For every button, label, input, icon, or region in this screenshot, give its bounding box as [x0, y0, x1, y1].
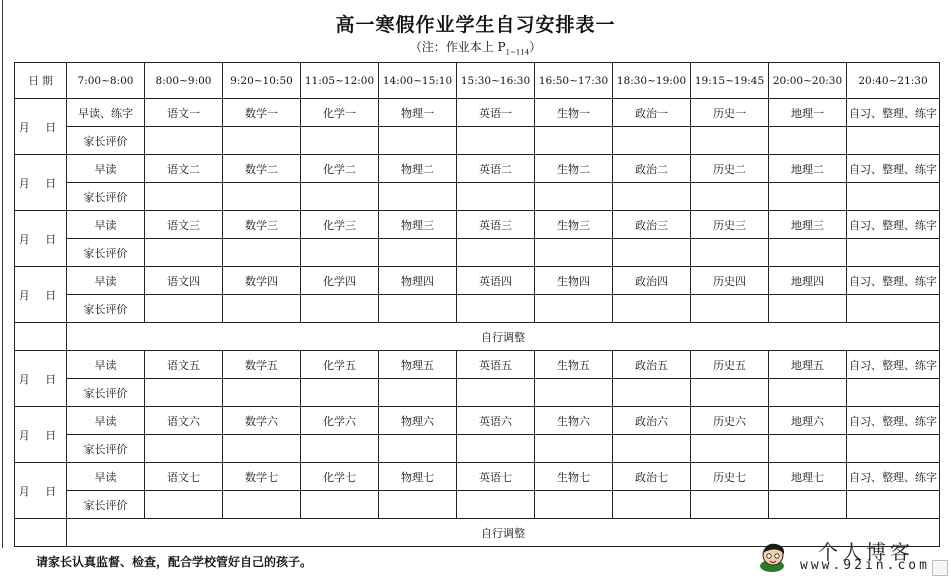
schedule-cell: 化学七: [301, 463, 379, 491]
schedule-cell: 生物二: [535, 155, 613, 183]
parent-eval-cell: [301, 295, 379, 323]
schedule-cell: 生物五: [535, 351, 613, 379]
parent-eval-cell: [379, 127, 457, 155]
schedule-cell: 英语七: [457, 463, 535, 491]
parent-eval-cell: [847, 239, 940, 267]
time-slot-header: 20:40~21:30: [847, 63, 940, 99]
parent-eval-cell: [301, 435, 379, 463]
parent-eval-cell: [379, 435, 457, 463]
schedule-cell: 语文五: [145, 351, 223, 379]
schedule-cell: 化学六: [301, 407, 379, 435]
schedule-cell: 英语四: [457, 267, 535, 295]
schedule-cell: 早读: [67, 211, 145, 239]
adjust-label: 自行调整: [67, 323, 940, 351]
schedule-cell: 英语五: [457, 351, 535, 379]
parent-eval-label: 家长评价: [67, 295, 145, 323]
parent-eval-cell: [535, 239, 613, 267]
footnote: 请家长认真监督、检查，配合学校管好自己的孩子。: [36, 555, 313, 569]
blogger-avatar-icon: [758, 540, 792, 574]
schedule-cell: 地理二: [769, 155, 847, 183]
time-slot-header: 11:05~12:00: [301, 63, 379, 99]
parent-eval-cell: [691, 435, 769, 463]
schedule-cell: 英语六: [457, 407, 535, 435]
parent-eval-cell: [847, 127, 940, 155]
day-date-cell: 月 日: [15, 351, 67, 407]
day-date-cell: 月 日: [15, 211, 67, 267]
parent-eval-cell: [145, 491, 223, 519]
time-slot-header: 18:30~19:00: [613, 63, 691, 99]
schedule-cell: 物理六: [379, 407, 457, 435]
parent-eval-cell: [691, 239, 769, 267]
parent-eval-label: 家长评价: [67, 379, 145, 407]
parent-eval-cell: [379, 379, 457, 407]
subtitle-page-range: 1~114: [505, 48, 530, 57]
adjust-row: [15, 323, 940, 351]
schedule-cell: 物理七: [379, 463, 457, 491]
day-row: [15, 211, 940, 239]
parent-eval-cell: [457, 127, 535, 155]
parent-eval-cell: [613, 127, 691, 155]
parent-eval-cell: [613, 295, 691, 323]
schedule-cell: 英语二: [457, 155, 535, 183]
time-slot-header: 9:20~10:50: [223, 63, 301, 99]
parent-eval-cell: [145, 379, 223, 407]
day-row: [15, 267, 940, 295]
schedule-cell: 地理四: [769, 267, 847, 295]
schedule-cell: 语文六: [145, 407, 223, 435]
schedule-cell: 物理二: [379, 155, 457, 183]
parent-eval-cell: [379, 295, 457, 323]
schedule-cell: 英语三: [457, 211, 535, 239]
schedule-cell: 化学三: [301, 211, 379, 239]
parent-eval-cell: [535, 491, 613, 519]
schedule-cell: 语文七: [145, 463, 223, 491]
day-row: [15, 155, 940, 183]
parent-eval-cell: [457, 379, 535, 407]
parent-eval-cell: [847, 491, 940, 519]
time-slot-header: 14:00~15:10: [379, 63, 457, 99]
parent-eval-cell: [769, 295, 847, 323]
schedule-cell: 政治二: [613, 155, 691, 183]
page-left-rule: [2, 0, 3, 548]
schedule-cell: 政治四: [613, 267, 691, 295]
schedule-cell: 生物六: [535, 407, 613, 435]
schedule-cell: 历史一: [691, 99, 769, 127]
parent-eval-cell: [613, 183, 691, 211]
schedule-cell: 政治七: [613, 463, 691, 491]
schedule-cell: 地理六: [769, 407, 847, 435]
schedule-cell: 早读、练字: [67, 99, 145, 127]
parent-eval-cell: [145, 239, 223, 267]
parent-eval-cell: [457, 435, 535, 463]
schedule-cell: 早读: [67, 267, 145, 295]
schedule-cell: 数学一: [223, 99, 301, 127]
parent-eval-cell: [613, 379, 691, 407]
schedule-cell: 早读: [67, 407, 145, 435]
schedule-cell: 自习、整理、练字: [847, 351, 940, 379]
parent-eval-cell: [613, 491, 691, 519]
schedule-cell: 地理一: [769, 99, 847, 127]
schedule-cell: 英语一: [457, 99, 535, 127]
subtitle-prefix: （注：作业本上 P: [409, 40, 506, 54]
parent-eval-cell: [847, 183, 940, 211]
schedule-cell: 化学一: [301, 99, 379, 127]
day-row: [15, 99, 940, 127]
schedule-cell: 语文三: [145, 211, 223, 239]
time-slot-header: 16:50~17:30: [535, 63, 613, 99]
day-date-cell: 月 日: [15, 267, 67, 323]
day-row: [15, 351, 940, 379]
parent-eval-label: 家长评价: [67, 239, 145, 267]
parent-eval-cell: [769, 379, 847, 407]
parent-eval-cell: [301, 239, 379, 267]
adjust-blank-cell: [15, 323, 67, 351]
parent-eval-cell: [301, 183, 379, 211]
parent-eval-cell: [847, 379, 940, 407]
schedule-cell: 自习、整理、练字: [847, 211, 940, 239]
parent-eval-row: [15, 183, 940, 211]
parent-eval-cell: [535, 127, 613, 155]
schedule-cell: 化学四: [301, 267, 379, 295]
date-header: 日 期: [15, 63, 67, 99]
schedule-cell: 语文四: [145, 267, 223, 295]
schedule-cell: 化学五: [301, 351, 379, 379]
schedule-cell: 物理一: [379, 99, 457, 127]
parent-eval-cell: [379, 239, 457, 267]
schedule-cell: 数学四: [223, 267, 301, 295]
parent-eval-cell: [457, 183, 535, 211]
schedule-cell: 数学三: [223, 211, 301, 239]
parent-eval-cell: [457, 491, 535, 519]
parent-eval-cell: [301, 127, 379, 155]
schedule-cell: 物理五: [379, 351, 457, 379]
schedule-cell: 数学二: [223, 155, 301, 183]
parent-eval-row: [15, 435, 940, 463]
watermark-corner-box: [932, 560, 948, 576]
parent-eval-cell: [223, 127, 301, 155]
schedule-cell: 地理三: [769, 211, 847, 239]
watermark-name: 个人博客: [818, 540, 914, 564]
schedule-cell: 语文一: [145, 99, 223, 127]
parent-eval-cell: [847, 435, 940, 463]
time-slot-header: 8:00~9:00: [145, 63, 223, 99]
parent-eval-cell: [535, 379, 613, 407]
schedule-cell: 政治六: [613, 407, 691, 435]
schedule-cell: 生物七: [535, 463, 613, 491]
day-date-cell: 月 日: [15, 407, 67, 463]
schedule-cell: 数学七: [223, 463, 301, 491]
parent-eval-cell: [769, 183, 847, 211]
parent-eval-cell: [301, 491, 379, 519]
parent-eval-row: [15, 379, 940, 407]
header-row: [15, 63, 940, 99]
schedule-cell: 政治五: [613, 351, 691, 379]
schedule-cell: 物理四: [379, 267, 457, 295]
schedule-cell: 历史五: [691, 351, 769, 379]
schedule-cell: 自习、整理、练字: [847, 99, 940, 127]
page-title: 高一寒假作业学生自习安排表一: [335, 14, 616, 36]
parent-eval-cell: [379, 491, 457, 519]
parent-eval-cell: [145, 127, 223, 155]
parent-eval-cell: [301, 379, 379, 407]
parent-eval-row: [15, 239, 940, 267]
schedule-cell: 历史四: [691, 267, 769, 295]
schedule-cell: 历史三: [691, 211, 769, 239]
watermark: [758, 536, 948, 576]
schedule-cell: 政治三: [613, 211, 691, 239]
day-date-cell: 月 日: [15, 99, 67, 155]
parent-eval-cell: [847, 295, 940, 323]
time-slot-header: 15:30~16:30: [457, 63, 535, 99]
parent-eval-cell: [769, 435, 847, 463]
parent-eval-cell: [769, 127, 847, 155]
schedule-cell: 历史二: [691, 155, 769, 183]
day-row: [15, 407, 940, 435]
day-row: [15, 463, 940, 491]
parent-eval-cell: [769, 491, 847, 519]
parent-eval-row: [15, 295, 940, 323]
parent-eval-cell: [535, 183, 613, 211]
schedule-cell: 生物三: [535, 211, 613, 239]
day-date-cell: 月 日: [15, 155, 67, 211]
schedule-cell: 语文二: [145, 155, 223, 183]
parent-eval-cell: [145, 295, 223, 323]
schedule-cell: 历史六: [691, 407, 769, 435]
parent-eval-cell: [691, 127, 769, 155]
parent-eval-label: 家长评价: [67, 127, 145, 155]
time-slot-header: 20:00~20:30: [769, 63, 847, 99]
schedule-cell: 自习、整理、练字: [847, 463, 940, 491]
subtitle-suffix: ）: [529, 40, 542, 54]
adjust-blank-cell: [15, 519, 67, 547]
parent-eval-label: 家长评价: [67, 183, 145, 211]
parent-eval-row: [15, 127, 940, 155]
schedule-cell: 数学六: [223, 407, 301, 435]
parent-eval-cell: [223, 379, 301, 407]
schedule-cell: 生物四: [535, 267, 613, 295]
parent-eval-cell: [145, 183, 223, 211]
schedule-table: [14, 62, 940, 547]
schedule-cell: 自习、整理、练字: [847, 407, 940, 435]
parent-eval-cell: [223, 183, 301, 211]
parent-eval-cell: [223, 491, 301, 519]
schedule-cell: 早读: [67, 351, 145, 379]
page-subtitle: [0, 38, 951, 56]
schedule-cell: 生物一: [535, 99, 613, 127]
schedule-body: [15, 63, 940, 547]
parent-eval-cell: [613, 435, 691, 463]
parent-eval-cell: [223, 239, 301, 267]
time-slot-header: 7:00~8:00: [67, 63, 145, 99]
parent-eval-cell: [535, 435, 613, 463]
schedule-cell: 数学五: [223, 351, 301, 379]
schedule-cell: 自习、整理、练字: [847, 267, 940, 295]
schedule-cell: 化学二: [301, 155, 379, 183]
schedule-cell: 早读: [67, 155, 145, 183]
parent-eval-cell: [769, 239, 847, 267]
adjust-label: 自行调整: [67, 519, 940, 547]
parent-eval-cell: [457, 239, 535, 267]
parent-eval-cell: [691, 491, 769, 519]
parent-eval-label: 家长评价: [67, 435, 145, 463]
parent-eval-row: [15, 491, 940, 519]
parent-eval-cell: [223, 435, 301, 463]
schedule-cell: 早读: [67, 463, 145, 491]
parent-eval-cell: [691, 379, 769, 407]
parent-eval-cell: [613, 239, 691, 267]
parent-eval-cell: [535, 295, 613, 323]
schedule-cell: 地理五: [769, 351, 847, 379]
parent-eval-cell: [691, 295, 769, 323]
parent-eval-cell: [223, 295, 301, 323]
parent-eval-label: 家长评价: [67, 491, 145, 519]
time-slot-header: 19:15~19:45: [691, 63, 769, 99]
schedule-cell: 历史七: [691, 463, 769, 491]
parent-eval-cell: [457, 295, 535, 323]
day-date-cell: 月 日: [15, 463, 67, 519]
schedule-cell: 物理三: [379, 211, 457, 239]
parent-eval-cell: [379, 183, 457, 211]
schedule-cell: 自习、整理、练字: [847, 155, 940, 183]
parent-eval-cell: [145, 435, 223, 463]
schedule-cell: 政治一: [613, 99, 691, 127]
parent-eval-cell: [691, 183, 769, 211]
schedule-cell: 地理七: [769, 463, 847, 491]
watermark-url: www.92in.com: [800, 558, 930, 573]
